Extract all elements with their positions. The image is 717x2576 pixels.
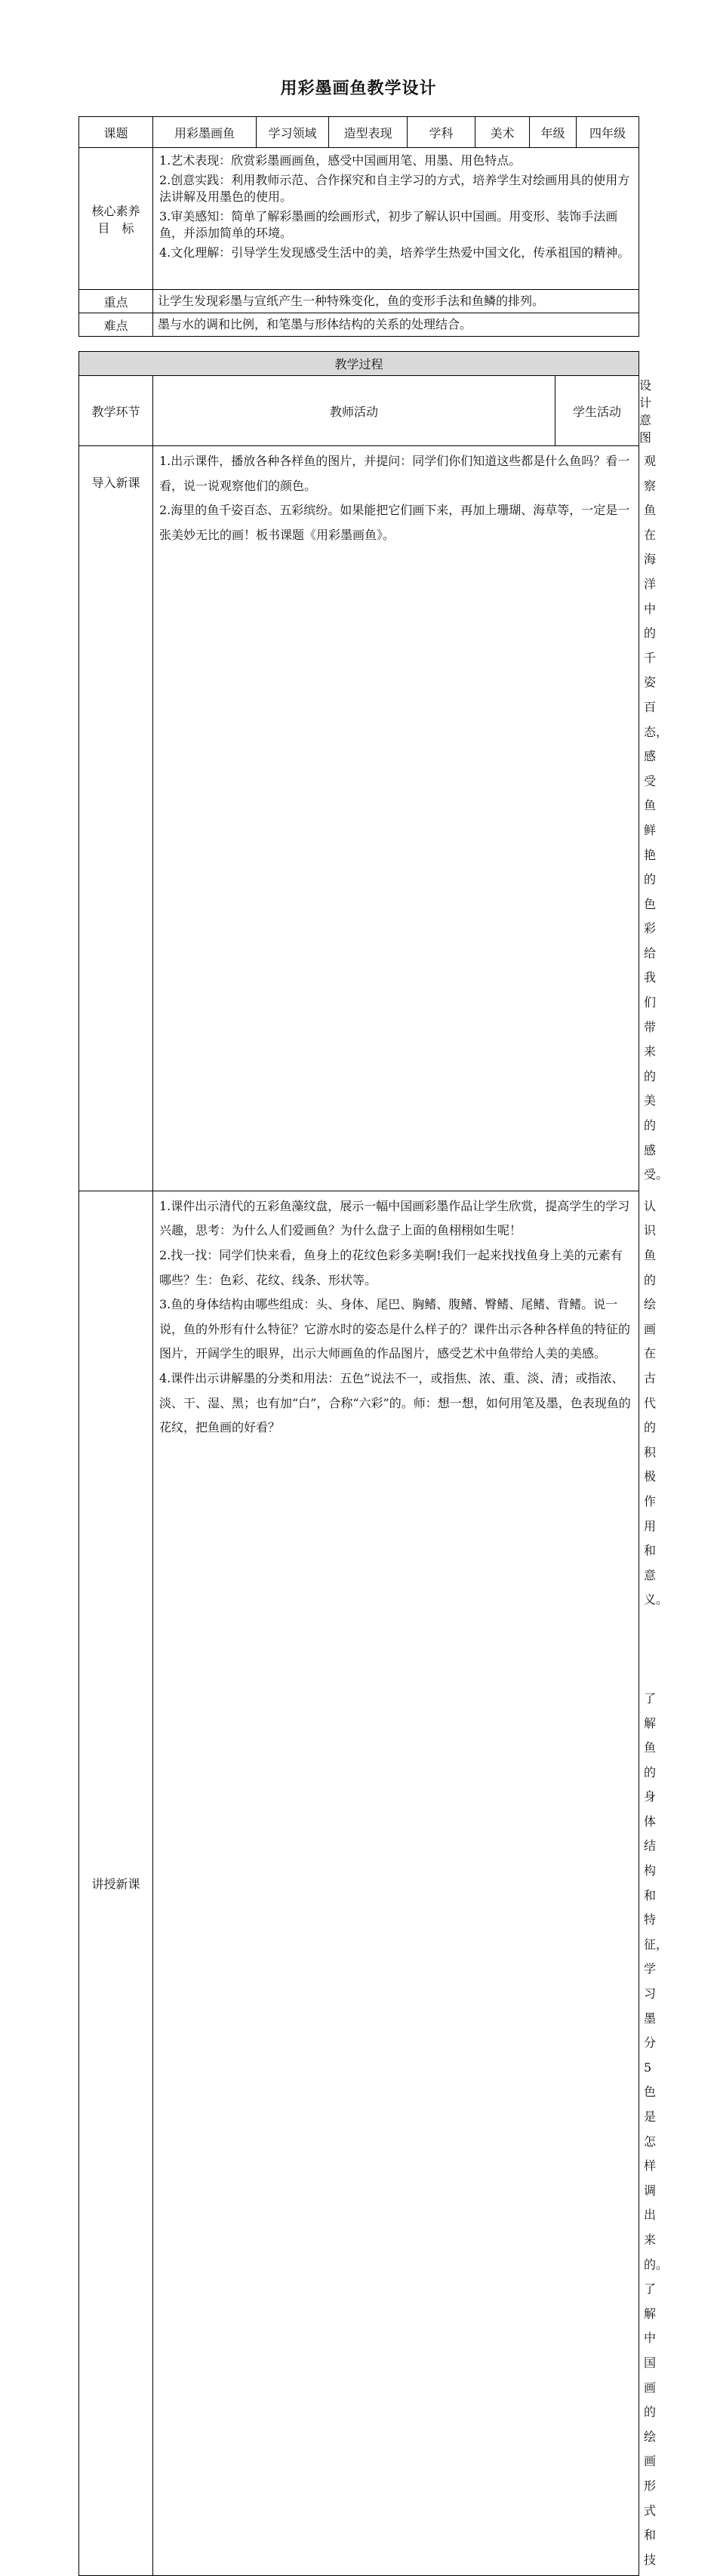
stage-lecture: 讲授新课 [79, 1191, 153, 2575]
goals-label-line2: 目 标 [97, 220, 134, 236]
area-value: 造型表现 [329, 117, 408, 148]
key-point-text: 让学生发现彩墨与宣纸产生一种特殊变化，鱼的变形手法和鱼鳞的排列。 [153, 290, 639, 313]
info-table [78, 116, 639, 337]
intro-teacher-activity [153, 446, 639, 1191]
process-header: 教学过程 [79, 352, 639, 376]
discipline-value: 美术 [475, 117, 530, 148]
goal-item: 4.文化理解：引导学生发现感受生活中的美，培养学生热爱中国文化，传承祖国的精神。 [159, 245, 630, 260]
grade-value: 四年级 [577, 117, 639, 148]
discipline-label: 学科 [408, 117, 475, 148]
goals-content [153, 148, 639, 290]
goals-label [79, 148, 153, 290]
goals-label-line1: 核心素养 [91, 203, 140, 218]
activity-paragraph: 1.出示课件，播放各种各样鱼的图片，并提问：同学们你们知道这些都是什么鱼吗？看一看，说一说观察他们的颜色。 [159, 454, 630, 493]
key-point-label: 重点 [79, 290, 153, 313]
activity-paragraph: 2.海里的鱼千姿百态、五彩缤纷。如果能把它们画下来，再加上珊瑚、海草等，一定是一张美妙无比的画！板书课题《用彩墨画鱼》。 [159, 503, 630, 542]
goal-item: 2.创意实践：利用教师示范、合作探究和自主学习的方式，培养学生对绘画用具的使用方法讲解及用墨色的使用。 [159, 173, 630, 204]
column-header: 学生活动 [555, 376, 639, 446]
goal-item: 1.艺术表现：欣赏彩墨画画鱼，感受中国画用笔、用墨、用色特点。 [159, 153, 522, 168]
activity-paragraph: 2.找一找：同学们快来看，鱼身上的花纹色彩多美啊!我们一起来找找鱼身上美的元素有哪些？生：色彩、花纹、线条、形状等。 [159, 1248, 623, 1287]
column-header: 教学环节 [79, 376, 153, 446]
subject-value: 用彩墨画鱼 [153, 117, 257, 148]
goal-item: 3.审美感知：简单了解彩墨画的绘画形式，初步了解认识中国画。用变形、装饰手法画鱼，并添加简单的环境。 [159, 209, 618, 240]
activity-paragraph: 1.课件出示清代的五彩鱼藻纹盘，展示一幅中国画彩墨作品让学生欣赏，提高学生的学习兴趣，思考：为什么人们爱画鱼？为什么盘子上面的鱼栩栩如生呢！ [159, 1198, 630, 1238]
subject-label: 课题 [79, 117, 153, 148]
page-title: 用彩墨画鱼教学设计 [280, 79, 437, 98]
difficulty-label: 难点 [79, 313, 153, 337]
activity-paragraph: 4.课件出示讲解墨的分类和用法：五色”说法不一，或指焦、浓、重、淡、清；或指浓、淡、干、湿、黑；也有加“白”，合称“六彩”的。师：想一想，如何用笔及墨，色表现鱼的花纹，把鱼画的好看？ [159, 1370, 631, 1435]
activity-paragraph: 3.鱼的身体结构由哪些组成：头、身体、尾巴、胸鳍、腹鳍、臀鳍、尾鳍、背鳍。说一说，鱼的外形有什么特征？它游水时的姿态是什么样子的？课件出示各种各样鱼的特征的图片，开阔学生的眼界，出示大师画鱼的作品图片，感受艺术中鱼带给人美的美感。 [159, 1297, 631, 1361]
difficulty-text: 墨与水的调和比例，和笔墨与形体结构的关系的处理结合。 [153, 313, 639, 337]
lecture-teacher-activity [153, 1191, 639, 2575]
stage-intro: 导入新课 [79, 446, 153, 1191]
process-table: 教学过程 教学环节 教师活动 学生活动 设计意图 导入新课 1.出示课件，播放各种各样鱼的图片，并提问：同学们你们知道这些都是什么鱼吗？看一看，说一说观察他们的颜色。 2.海里的鱼千姿百态、五彩缤纷。如果能把它们画下来，再加上珊瑚、海草等，一定是一张美妙无比的画！板书课题《用彩墨画鱼》。 观察鱼在海洋中的千姿百态，感受鱼鲜艳的色彩给我们带来的美的感受。 讲授新课 1.课件出示清代的五彩鱼藻纹盘，展示一幅中国画彩墨作品让学生欣赏，提高学生的学习兴趣，思考：为什么人们爱画鱼？为什么盘子上面的鱼栩栩如生呢！ 2.找一找：同学们快来看，鱼身上的花纹色彩多美啊!我们一起来找找鱼身上美的元素有哪些？生：色彩、花纹、线条、形状等。 3.鱼的身体结构由哪些组成：头、身体、尾巴、胸鳍、腹鳍、臀鳍、尾鳍、背鳍。说一说，鱼的外形有什么特征？它游水时的姿态是什么样子的？课件出示各种各样鱼的特征的图片，开阔学生的眼界，出示大师画鱼的作品图片，感受艺术中鱼带给人美的美感。 4.课件出示讲解墨的分类和用法：五色”说法不一，或指焦、浓、重、淡、清；或指浓、淡、干、湿、黑；也有加“白”，合称“六彩”的。师：想一想，如何用笔及墨，色表现鱼的花纹，把鱼画的好看？ 认识鱼的绘画在古代的积极作用和意义。 了解鱼的身体结构和特征，学习墨分5色是怎样调出来的。了解中国画的绘画形式和技 [78, 351, 639, 2576]
column-header: 教师活动 [153, 376, 555, 446]
area-label: 学习领域 [257, 117, 329, 148]
grade-label: 年级 [530, 117, 577, 148]
